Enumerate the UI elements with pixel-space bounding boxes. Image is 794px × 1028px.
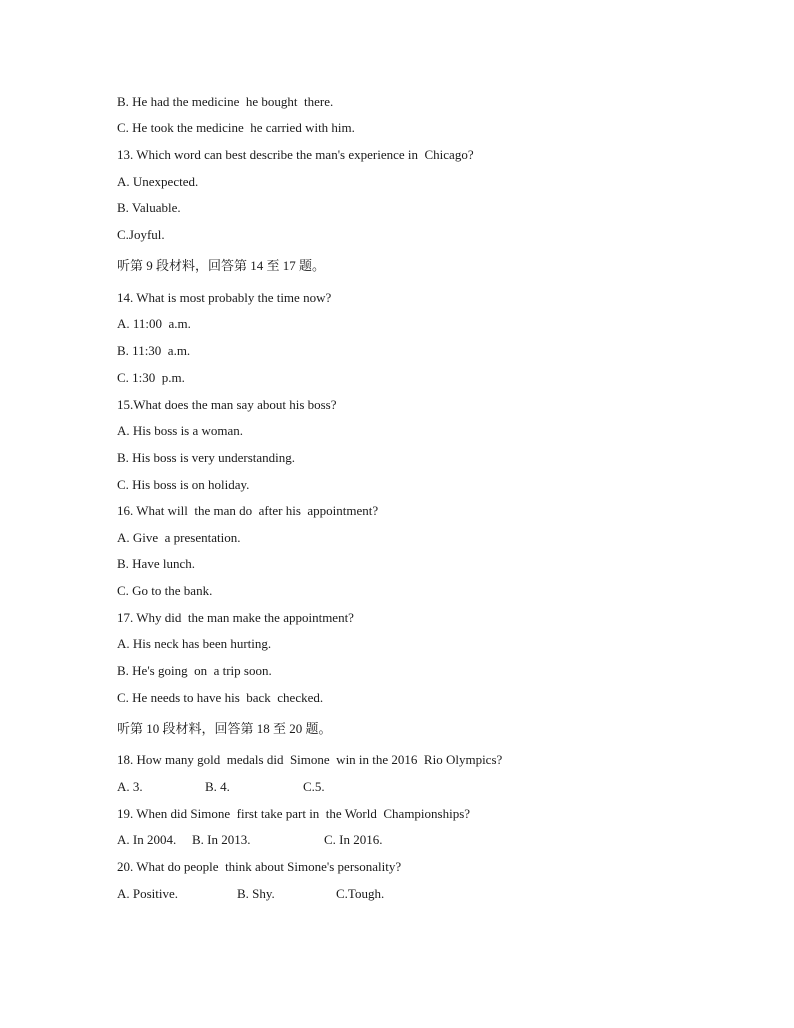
option-18b: B. 4. bbox=[205, 779, 230, 794]
option-17b: B. He's going on a trip soon. bbox=[117, 663, 272, 678]
option-15b: B. His boss is very understanding. bbox=[117, 450, 296, 465]
question-14: 14. What is most probably the time now? bbox=[117, 290, 332, 305]
question-16: 16. What will the man do after his appointment? bbox=[117, 503, 379, 518]
option-19b: B. In 2013. bbox=[192, 832, 251, 847]
options-20 bbox=[117, 886, 385, 966]
option-12c: C. He took the medicine he carried with him. bbox=[117, 120, 355, 135]
section-heading-10: 听第 10 段材料，回答第 18 至 20 题。 bbox=[117, 721, 332, 736]
option-18c: C.5. bbox=[303, 779, 325, 794]
question-20: 20. What do people think about Simone's personality? bbox=[117, 859, 402, 874]
option-12b: B. He had the medicine he bought there. bbox=[117, 94, 334, 109]
option-16b: B. Have lunch. bbox=[117, 556, 195, 571]
question-18: 18. How many gold medals did Simone win in the 2016 Rio Olympics? bbox=[117, 752, 503, 767]
section-heading-9: 听第 9 段材料，回答第 14 至 17 题。 bbox=[117, 258, 326, 273]
option-19c: C. In 2016. bbox=[324, 832, 383, 847]
option-14b: B. 11:30 a.m. bbox=[117, 343, 191, 358]
option-14c: C. 1:30 p.m. bbox=[117, 370, 185, 385]
option-13c: C.Joyful. bbox=[117, 227, 165, 242]
question-13: 13. Which word can best describe the man's experience in Chicago? bbox=[117, 147, 474, 162]
option-15c: C. His boss is on holiday. bbox=[117, 477, 250, 492]
option-17c: C. He needs to have his back checked. bbox=[117, 690, 324, 705]
option-16c: C. Go to the bank. bbox=[117, 583, 213, 598]
option-20b: B. Shy. bbox=[237, 886, 275, 901]
option-14a: A. 11:00 a.m. bbox=[117, 316, 191, 331]
option-15a: A. His boss is a woman. bbox=[117, 423, 244, 438]
option-16a: A. Give a presentation. bbox=[117, 530, 241, 545]
question-17: 17. Why did the man make the appointment? bbox=[117, 610, 354, 625]
option-20a: A. Positive. bbox=[117, 886, 179, 901]
option-19a: A. In 2004. bbox=[117, 832, 177, 847]
question-19: 19. When did Simone first take part in the World Championships? bbox=[117, 806, 471, 821]
option-13b: B. Valuable. bbox=[117, 200, 181, 215]
option-20c: C.Tough. bbox=[336, 886, 385, 901]
question-15: 15.What does the man say about his boss? bbox=[117, 397, 337, 412]
option-13a: A. Unexpected. bbox=[117, 174, 199, 189]
option-17a: A. His neck has been hurting. bbox=[117, 636, 272, 651]
option-18a: A. 3. bbox=[117, 779, 143, 794]
